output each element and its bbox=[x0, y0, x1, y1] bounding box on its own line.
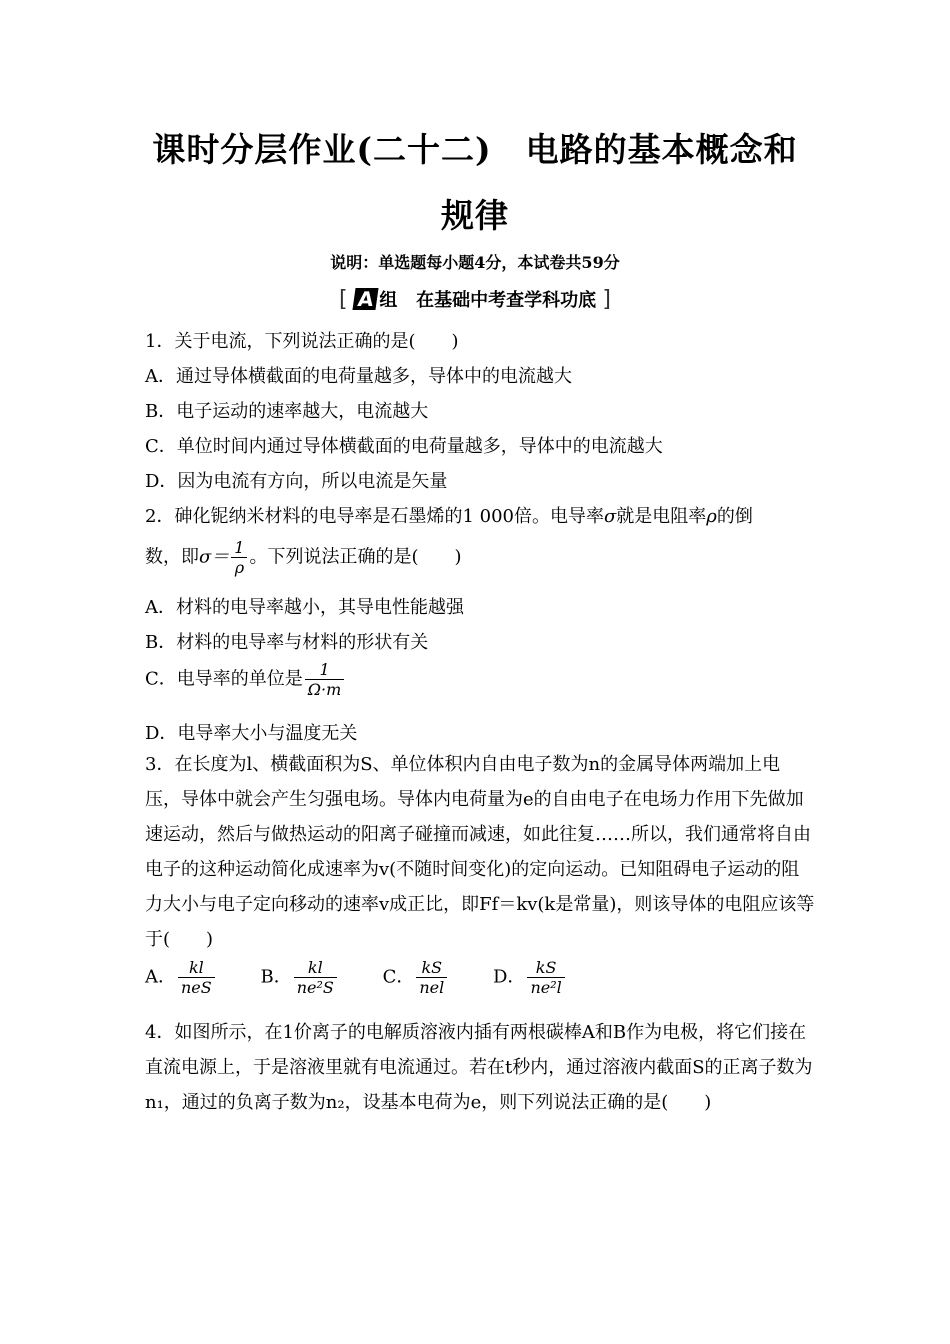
option-label: B． bbox=[260, 966, 292, 988]
unit-fraction bbox=[305, 660, 345, 699]
q2-option-d: D．电导率大小与温度无关 bbox=[145, 723, 358, 744]
option-label: C． bbox=[382, 966, 415, 988]
q2-equation: σ＝ bbox=[199, 546, 230, 568]
q1-option-b: B．电子运动的速率越大，电流越大 bbox=[145, 401, 429, 422]
q3-stem: 3．在长度为l、横截面积为S、单位体积内自由电子数为n的金属导体两端加上电压，导体中就会产生匀强电场。导体内电荷量为e的自由电子在电场力作用下先做加速运动，然后与做热运动的阳离子碰撞而减速，如此往复……所以，我们通常将自由电子的这种运动简化成速率为v(不随时间变化)的定向运动。已知阻碍电子运动的阻力大小与电子定向移动的速率v成正比，即Ff＝kv(k是常量)，则该导体的电阻应该等于( ) bbox=[145, 754, 815, 950]
option-fraction bbox=[294, 958, 337, 997]
q2-option-a: A．材料的电导率越小，其导电性能越强 bbox=[145, 597, 464, 618]
group-label: 组 bbox=[379, 290, 398, 311]
q1-stem: 1．关于电流，下列说法正确的是( ) bbox=[145, 331, 459, 352]
q2-stem-part1: 2．砷化铌纳米材料的电导率是石墨烯的1 000倍。电导率 bbox=[145, 506, 604, 527]
q2-option-c bbox=[145, 660, 346, 699]
page-title-line1: 课时分层作业(二十二) 电路的基本概念和 bbox=[152, 130, 798, 169]
q1-option-c: C．单位时间内通过导体横截面的电荷量越多，导体中的电流越大 bbox=[145, 436, 663, 457]
fraction-denominator: nel bbox=[419, 978, 445, 997]
fraction-numerator: 1 bbox=[305, 660, 345, 680]
group-header bbox=[0, 286, 950, 312]
option-label: A． bbox=[145, 966, 176, 988]
fraction-denominator: Ω·m bbox=[307, 680, 342, 699]
q3-option-b bbox=[260, 958, 338, 997]
q2-option-c-prefix: C．电导率的单位是 bbox=[145, 668, 303, 690]
fraction-denominator: ρ bbox=[234, 558, 245, 577]
scoring-note: 说明：单选题每小题4分，本试卷共59分 bbox=[330, 253, 620, 272]
q1-option-d: D．因为电流有方向，所以电流是矢量 bbox=[145, 471, 448, 492]
q2-line2-prefix: 数，即 bbox=[145, 546, 199, 568]
left-bracket: [ bbox=[338, 287, 348, 312]
fraction-numerator: kS bbox=[416, 958, 447, 978]
fraction-denominator: neS bbox=[181, 978, 212, 997]
q2-line2-suffix: 。下列说法正确的是( ) bbox=[249, 546, 462, 568]
q2-stem-part2: 就是电阻率 bbox=[616, 506, 707, 527]
group-letter: A bbox=[352, 288, 379, 310]
fraction-denominator: ne²S bbox=[296, 978, 334, 997]
q2-stem-part3: 的倒 bbox=[716, 506, 753, 527]
q2-stem-line1 bbox=[145, 502, 753, 528]
q3-options bbox=[145, 958, 605, 997]
sigma-symbol: σ bbox=[603, 506, 617, 527]
right-bracket: ] bbox=[602, 287, 612, 312]
option-fraction bbox=[178, 958, 215, 997]
q2-option-b: B．材料的电导率与材料的形状有关 bbox=[145, 632, 429, 653]
q4-stem: 4．如图所示，在1价离子的电解质溶液内插有两根碳棒A和B作为电极，将它们接在直流电源上，于是溶液里就有电流通过。若在t秒内，通过溶液内截面S的正离子数为n₁，通过的负离子数为n₂，设基本电荷为e，则下列说法正确的是( ) bbox=[145, 1022, 813, 1113]
q3-option-c bbox=[383, 958, 450, 997]
q3-option-d bbox=[493, 958, 567, 997]
option-fraction bbox=[527, 958, 564, 997]
q2-stem-line2 bbox=[145, 538, 462, 577]
q3-option-a bbox=[145, 958, 217, 997]
rho-symbol: ρ bbox=[706, 506, 717, 527]
group-desc: 在基础中考查学科功底 bbox=[416, 290, 597, 311]
option-label: D． bbox=[493, 966, 526, 988]
page-title-line2: 规律 bbox=[441, 196, 509, 235]
sigma-fraction bbox=[231, 538, 247, 577]
fraction-numerator: kl bbox=[178, 958, 215, 978]
fraction-denominator: ne²l bbox=[530, 978, 562, 997]
fraction-numerator: kS bbox=[527, 958, 564, 978]
fraction-numerator: kl bbox=[294, 958, 337, 978]
fraction-numerator: 1 bbox=[231, 538, 247, 558]
q1-option-a: A．通过导体横截面的电荷量越多，导体中的电流越大 bbox=[145, 366, 572, 387]
option-fraction bbox=[416, 958, 447, 997]
